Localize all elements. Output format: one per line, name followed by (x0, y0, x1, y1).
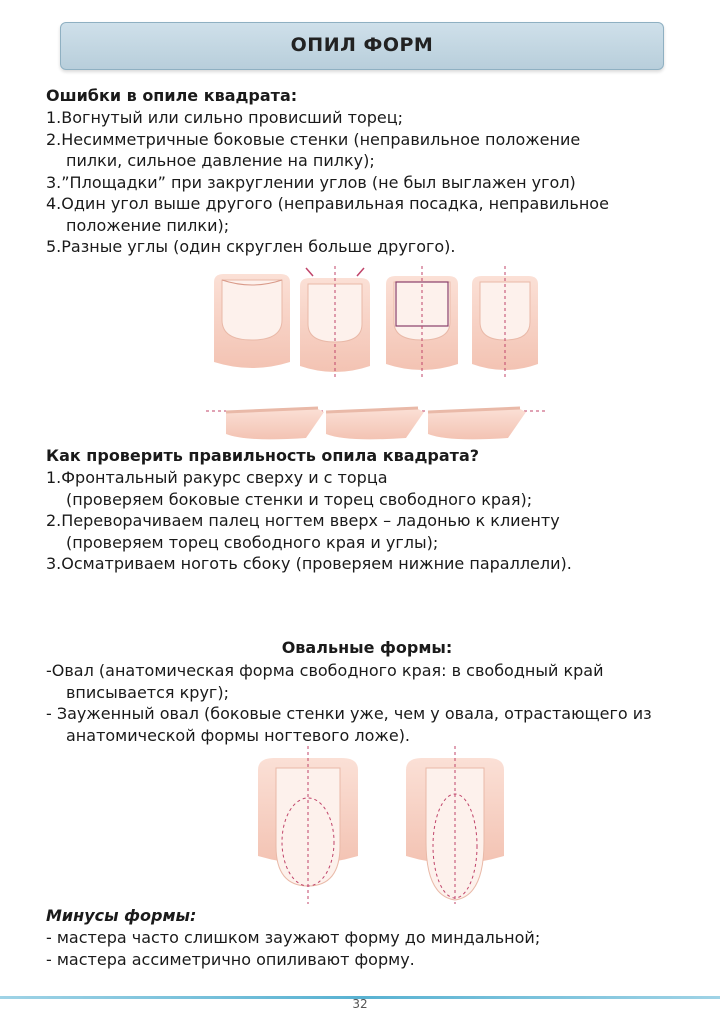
list-item: 2.Несимметричные боковые стенки (неправильное положение (46, 129, 581, 149)
square-nails-side-illustration (206, 398, 546, 444)
errors-list (46, 107, 609, 258)
list-item: 3.”Площадки” при закруглении углов (не был выглажен угол) (46, 172, 576, 192)
list-item: 1.Фронтальный ракурс сверху и с торца (46, 468, 388, 487)
list-item: пилки, сильное давление на пилку); (66, 151, 375, 170)
list-item: - мастера ассиметрично опиливают форму. (46, 949, 415, 969)
page-number: 32 (352, 997, 368, 1011)
page-title: ОПИЛ ФОРМ (290, 34, 434, 56)
square-nails-front-illustration (200, 262, 540, 380)
nail-side-3 (428, 408, 526, 439)
list-item: (проверяем боковые стенки и торец свободного края); (66, 489, 533, 509)
check-list (46, 467, 572, 575)
oval-nails-illustration (252, 746, 522, 904)
list-item: (проверяем торец свободного края и углы); (66, 532, 439, 552)
list-item: 1.Вогнутый или сильно провисший торец; (46, 108, 404, 127)
check-heading: Как проверить правильность опила квадрата? (46, 446, 480, 465)
oval-list (46, 660, 652, 746)
list-item: положение пилки); (66, 215, 230, 235)
nail-error-4 (472, 266, 538, 378)
minuses-heading: Минусы формы: (46, 906, 197, 925)
list-item: -Овал (анатомическая форма свободного края: в свободный край (46, 661, 604, 680)
nail-error-1 (214, 274, 290, 368)
list-item: 2.Переворачиваем палец ногтем вверх – ладонью к клиенту (46, 511, 560, 530)
minuses-list (46, 927, 540, 970)
list-item: анатомической формы ногтевого ложе). (66, 725, 411, 745)
header-bar (60, 22, 664, 70)
nail-error-2 (300, 266, 370, 378)
list-item: - Зауженный овал (боковые стенки уже, чем у овала, отрастающего из (46, 704, 652, 723)
oval-heading: Овальные формы: (281, 638, 453, 657)
list-item: 4.Один угол выше другого (неправильная посадка, неправильное (46, 194, 609, 213)
list-item: 3.Осматриваем ноготь сбоку (проверяем нижние параллели). (46, 554, 572, 573)
nail-side-1 (226, 408, 324, 439)
list-item: 5.Разные углы (один скруглен больше другого). (46, 237, 456, 256)
nail-narrow-oval (406, 746, 504, 904)
nail-side-2 (326, 408, 424, 439)
list-item: - мастера часто слишком заужают форму до миндальной; (46, 928, 541, 947)
list-item: вписывается круг); (66, 682, 229, 702)
nail-oval (258, 746, 358, 904)
errors-heading: Ошибки в опиле квадрата: (46, 86, 298, 105)
nail-error-3 (386, 266, 458, 378)
